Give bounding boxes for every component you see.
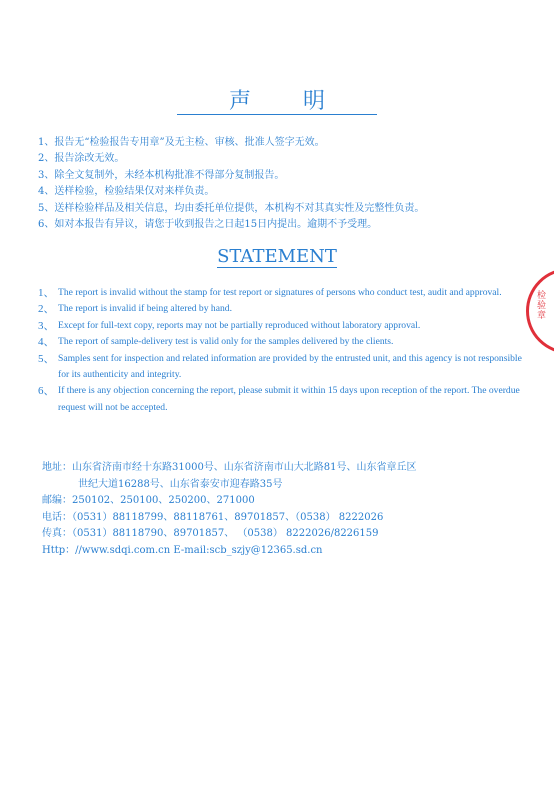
statement-item-cn: 2、报告涂改无效。 <box>38 153 125 165</box>
item-number: 3、 <box>38 319 55 332</box>
statement-title-en <box>0 246 554 267</box>
seal-text: 检验章 <box>537 291 547 321</box>
statement-title-cn-text: 声明 <box>177 89 377 115</box>
statement-item-en <box>38 334 532 350</box>
postcode-line: 邮编：250102、250100、250200、271000 <box>42 495 255 506</box>
item-text: Except for full-text copy, reports may not be partially reproduced without laboratory approval. <box>58 319 421 331</box>
web-email-line: Http：//www.sdqi.com.cn E-mail:scb_szjy@12365.sd.cn <box>42 544 323 556</box>
statement-item-en <box>38 301 532 317</box>
item-text: Samples sent for inspection and related information are provided by the entrusted unit, and this agency is not responsible for its authenticity and integrity. <box>58 352 522 381</box>
item-number: 6、 <box>38 385 55 398</box>
item-number: 1、 <box>38 287 55 299</box>
statement-item-en <box>38 285 532 301</box>
statement-item-cn: 4、送样检验，检验结果仅对来样负责。 <box>38 186 215 198</box>
contact-block <box>42 460 522 559</box>
statement-item-cn: 5、送样检验样品及相关信息，均由委托单位提供，本机构不对其真实性及完整性负责。 <box>38 202 425 214</box>
statement-item-cn: 6、如对本报告有异议，请您于收到报告之日起15日内提出。逾期不予受理。 <box>38 219 378 231</box>
statement-title-en-text: STATEMENT <box>217 246 337 267</box>
address-line: 地址：山东省济南市经十东路31000号、山东省济南市山大北路81号、山东省章丘区 <box>42 462 417 473</box>
statement-list-en <box>38 285 532 416</box>
item-text: The report is invalid if being altered by hand. <box>58 303 232 315</box>
statement-item-en <box>38 383 532 416</box>
item-text: If there is any objection concerning the report, please submit it within 15 days upon reception of the report. The overdue request will not be accepted. <box>58 385 520 413</box>
address-line: 世纪大道16288号、山东省泰安市迎春路35号 <box>78 478 283 490</box>
item-text: The report of sample-delivery test is valid only for the samples delivered by the clients. <box>58 336 394 348</box>
item-number: 5、 <box>38 352 55 365</box>
fax-line: 传真：（0531）88118790、89701857、 （0538） 8222026/8226159 <box>42 528 379 539</box>
statement-item-cn: 1、报告无“检验报告专用章”及无主检、审核、批准人签字无效。 <box>38 137 325 148</box>
statement-item-en <box>38 318 532 334</box>
statement-list-cn <box>38 135 538 233</box>
statement-item-cn: 3、除全文复制外，未经本机构批准不得部分复制报告。 <box>38 169 285 181</box>
statement-item-en <box>38 351 532 384</box>
item-text: The report is invalid without the stamp for test report or signatures of persons who conduct test, audit and approval. <box>58 287 502 298</box>
phone-line: 电话：（0531）88118799、88118761、89701857、（0538） 8222026 <box>42 511 384 523</box>
item-number: 2、 <box>38 303 55 316</box>
item-number: 4、 <box>38 336 55 349</box>
statement-title-cn <box>0 84 554 115</box>
